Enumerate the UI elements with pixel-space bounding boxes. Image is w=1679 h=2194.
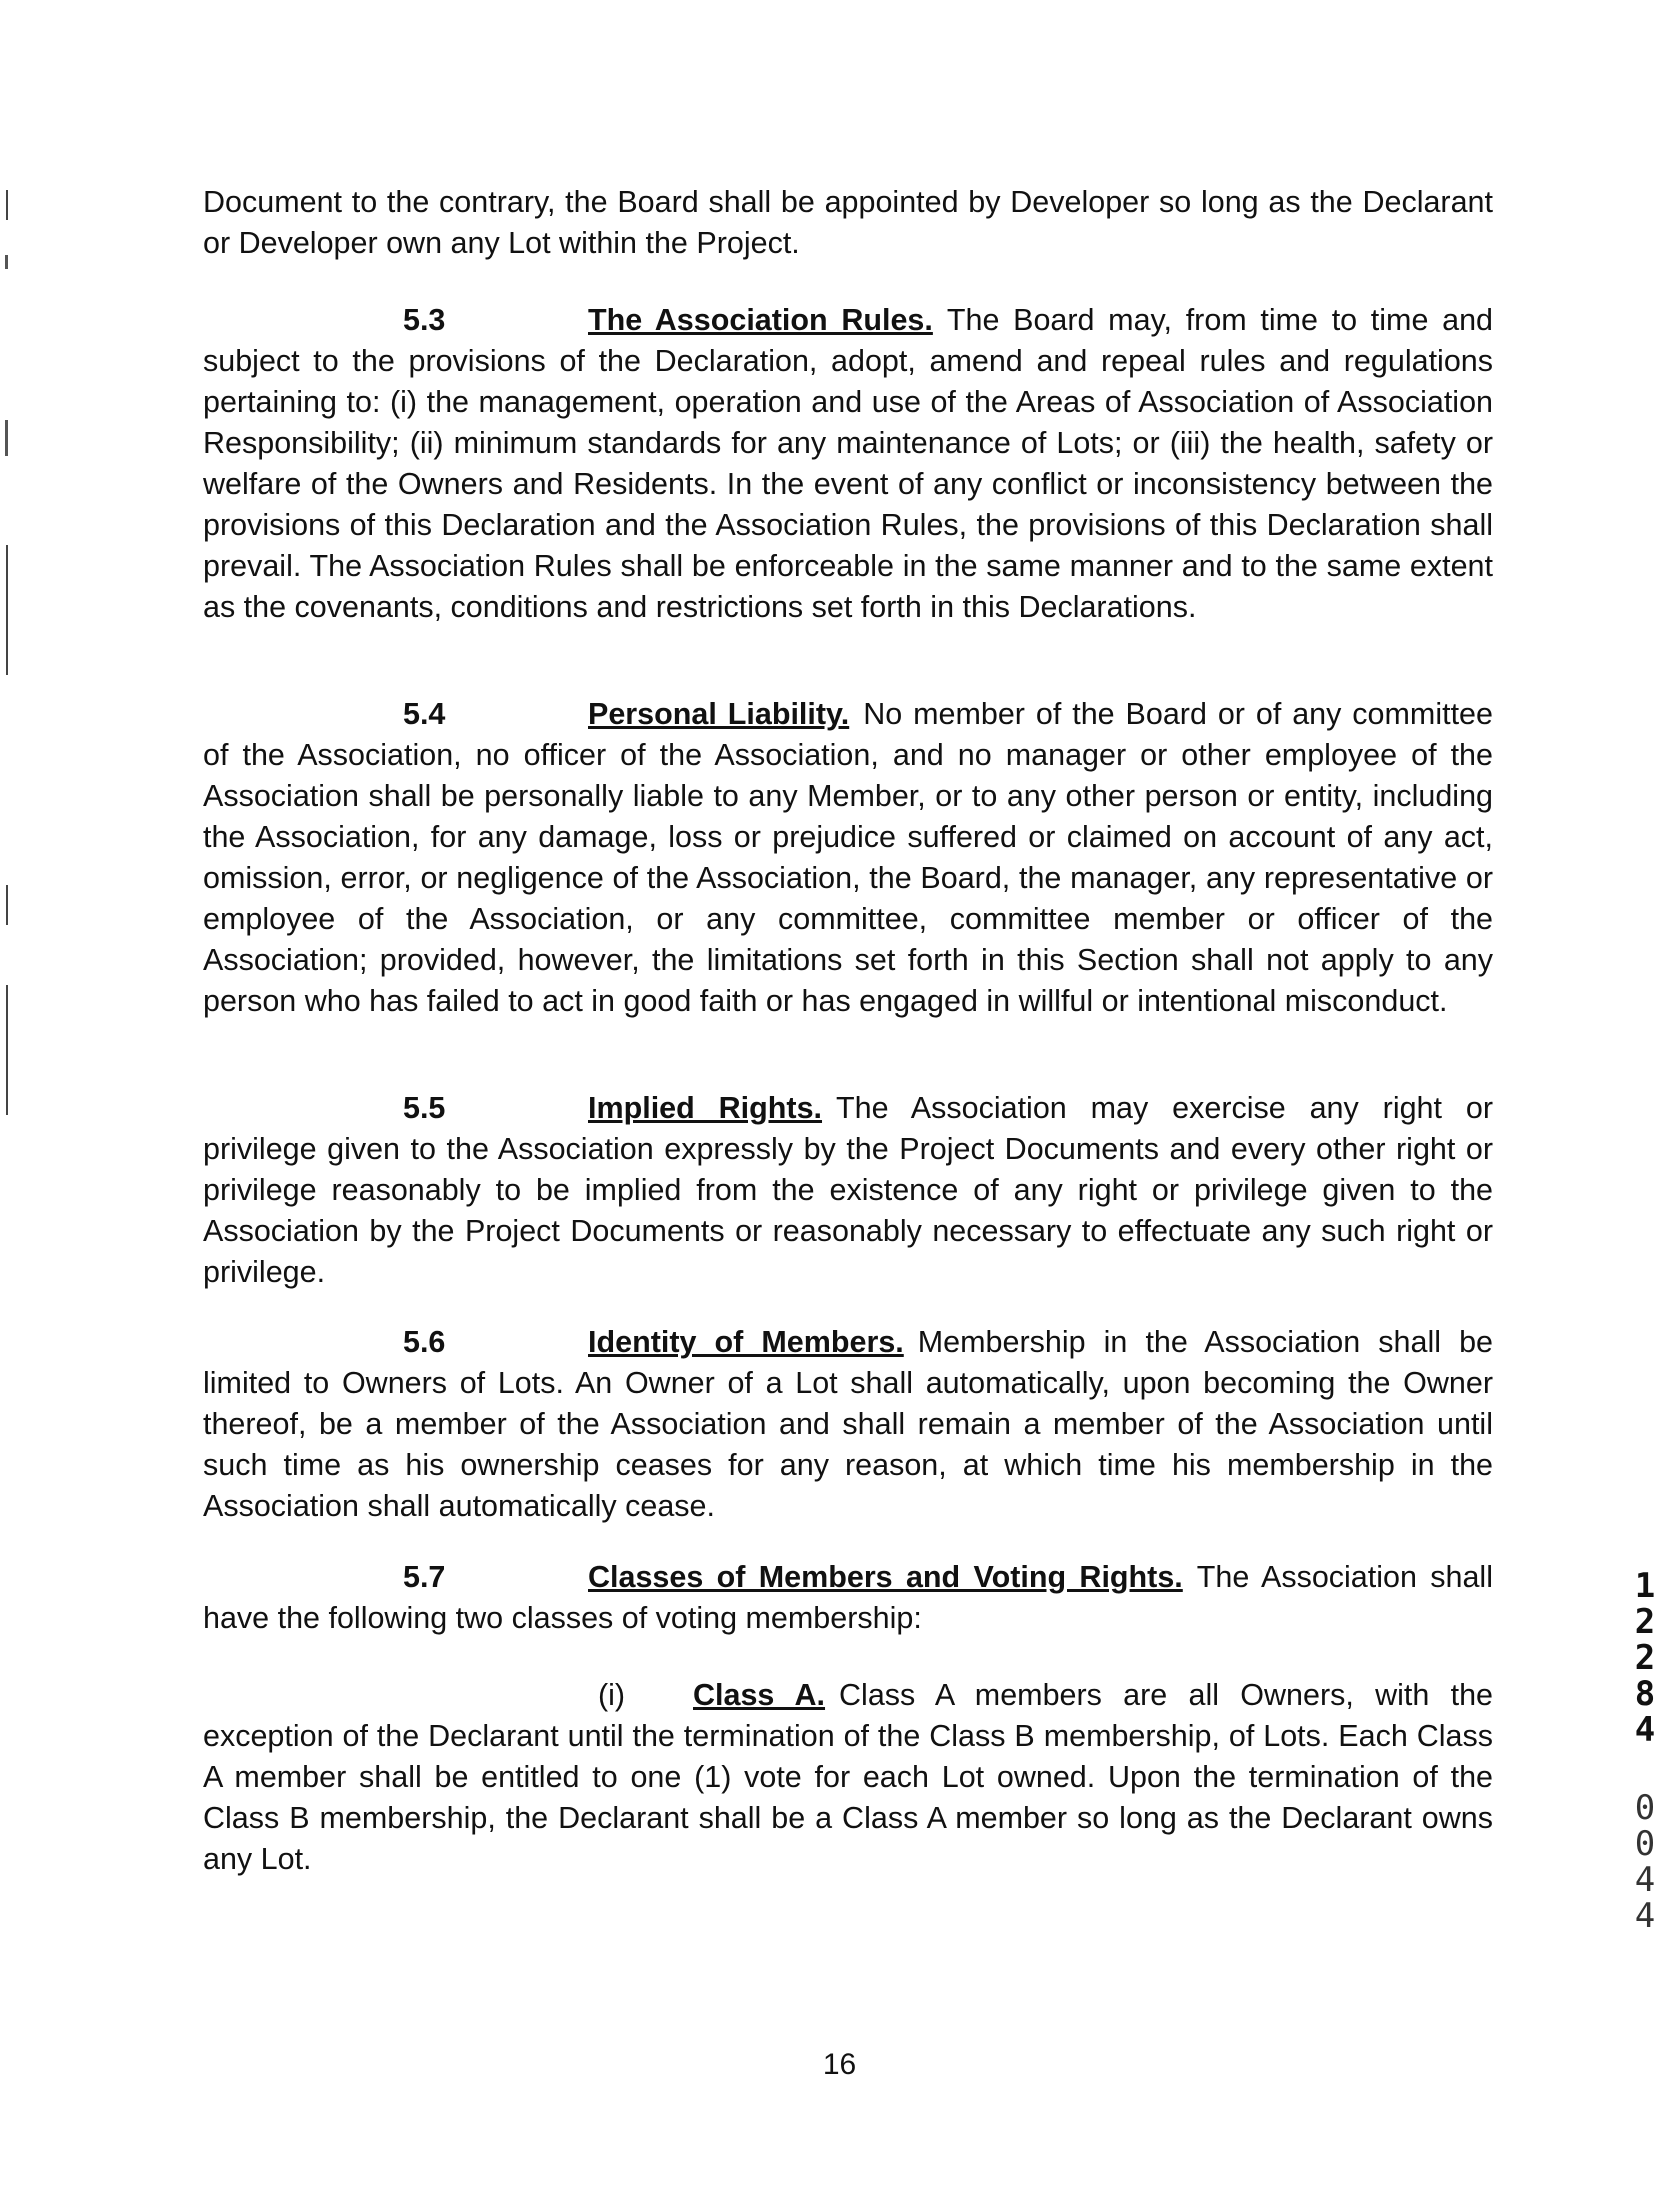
section-number: 5.7 [403, 1560, 446, 1594]
stamp-digit: 0 [1634, 1788, 1656, 1828]
subsection-body: Class A members are all Owners, with the exception of the Declarant until the termination of the Class B membership, of Lots. Each Class A member shall be entitled to one (1) vote for each Lot owned. Upon the termination of the Class B membership, the Declarant shall be a Class A member so long as the Declarant owns any Lot. [203, 1678, 1493, 1876]
scan-margin-mark [6, 985, 8, 1115]
stamp-digit: 2 [1634, 1638, 1656, 1678]
subsection-class-a [203, 1675, 1493, 1880]
scan-margin-mark [6, 885, 8, 925]
continuation-paragraph: Document to the contrary, the Board shall be appointed by Developer so long as the Declarant or Developer own any Lot within the Project. [203, 185, 1493, 260]
stamp-digit: 4 [1634, 1896, 1656, 1936]
section-number: 5.5 [403, 1091, 446, 1125]
stamp-digit: 8 [1634, 1674, 1656, 1714]
stamp-digit: 1 [1634, 1566, 1656, 1606]
stamp-digit: 0 [1634, 1824, 1656, 1864]
stamp-digit: 4 [1634, 1860, 1656, 1900]
subsection-number-wrap [203, 1675, 693, 1716]
stamp-digit: 2 [1634, 1602, 1656, 1642]
section-title: Identity of Members. [588, 1325, 904, 1359]
section-body: The Association may exercise any right or privilege given to the Association expressly by the Project Documents and every other right or privilege reasonably to be implied from the existence of any right or privilege given to the Association by the Project Documents or reasonably necessary to effectuate any such right or privilege. [203, 1091, 1493, 1289]
section-body: No member of the Board or of any committee of the Association, no officer of the Association, and no manager or other employee of the Association shall be personally liable to any Member, or to any other person or entity, including the Association, for any damage, loss or prejudice suffered or claimed on account of any act, omission, error, or negligence of the Association, the Board, the manager, any representative or employee of the Association, or any committee, committee member or officer of the Association; provided, however, the limitations set forth in this Section shall not apply to any person who has failed to act in good faith or has engaged in willful or intentional misconduct. [203, 697, 1493, 1018]
scan-margin-mark [5, 255, 8, 269]
section-body: Membership in the Association shall be limited to Owners of Lots. An Owner of a Lot shall automatically, upon becoming the Owner thereof, be a member of the Association and shall remain a member of the Association until such time as his ownership ceases for any reason, at which time his membership in the Association shall automatically cease. [203, 1325, 1493, 1523]
section-body: The Board may, from time to time and subject to the provisions of the Declaration, adopt, amend and repeal rules and regulations pertaining to: (i) the management, operation and use of the Areas of Association of Association Responsibility; (ii) minimum standards for any maintenance of Lots; or (iii) the health, safety or welfare of the Owners and Residents. In the event of any conflict or inconsistency between the provisions of this Declaration and the Association Rules, the provisions of this Declaration shall prevail. The Association Rules shall be enforceable in the same manner and to the same extent as the covenants, conditions and restrictions set forth in this Declarations. [203, 303, 1493, 624]
section-title: The Association Rules. [588, 303, 933, 337]
stamp-digit: 4 [1634, 1710, 1656, 1750]
section-5-4 [203, 694, 1493, 1022]
section-number: 5.6 [403, 1325, 446, 1359]
recording-stamp-primary [1625, 1568, 1665, 1748]
section-5-5 [203, 1088, 1493, 1293]
section-5-3 [203, 300, 1493, 628]
subsection-title: Class A. [693, 1678, 826, 1712]
scan-margin-mark [6, 545, 8, 675]
section-number: 5.3 [403, 303, 446, 337]
section-title: Classes of Members and Voting Rights. [588, 1560, 1183, 1594]
page-number: 16 [822, 2048, 857, 2081]
section-5-6 [203, 1322, 1493, 1527]
section-title: Personal Liability. [588, 697, 850, 731]
subsection-number: (i) [598, 1678, 626, 1712]
recording-stamp-secondary [1625, 1790, 1665, 1934]
scan-margin-mark [6, 190, 8, 220]
section-number: 5.4 [403, 697, 446, 731]
scan-margin-mark [5, 420, 8, 456]
section-body: The Association shall have the following two classes of voting membership: [203, 1560, 1493, 1635]
section-5-7 [203, 1557, 1493, 1639]
section-title: Implied Rights. [588, 1091, 823, 1125]
